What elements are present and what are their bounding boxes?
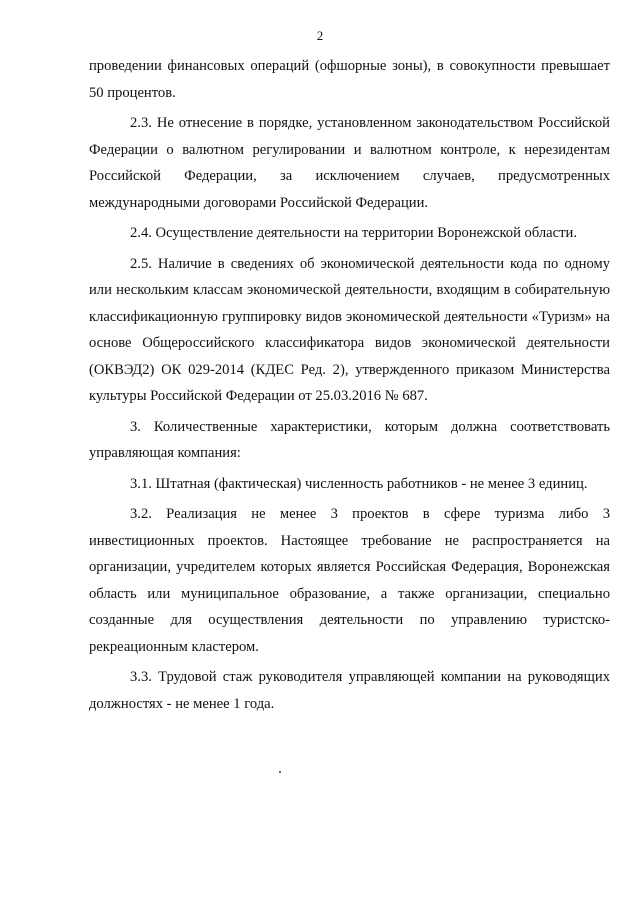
paragraph-3-2: 3.2. Реализация не менее 3 проектов в сфере туризма либо 3 инвестиционных проектов. Настоящее требование не распространяется на организации, учредителем которых является Российская Федерация, Воронежская область или муниципальное образование, а также организации, специально созданные для осуществления деятельности по управлению туристско-рекреационным кластером. — [89, 506, 610, 655]
paragraph-2-3: 2.3. Не отнесение в порядке, установленном законодательством Российской Федерации о валютном регулировании и валютном контроле, к нерезидентам Российской Федерации, за исключением случаев, предусмотренных международными договорами Российской Федерации. — [89, 115, 610, 211]
page-number: 2 — [316, 28, 324, 43]
paragraph-2-4: 2.4. Осуществление деятельности на территории Воронежской области. — [130, 225, 577, 241]
paragraph-3-3: 3.3. Трудовой стаж руководителя управляющей компании на руководящих должностях - не менее 1 года. — [89, 669, 610, 712]
paragraph-2-5: 2.5. Наличие в сведениях об экономической деятельности кода по одному или нескольким классам экономической деятельности, входящим в собирательную классификационную группировку видов экономической деятельности «Туризм» на основе Общероссийского классификатора видов экономической деятельности (ОКВЭД2) ОК 029-2014 (КДЕС Ред. 2), утвержденного приказом Министерства культуры Российской Федерации от 25.03.2016 № 687. — [89, 255, 610, 404]
scan-speck — [279, 771, 281, 773]
document-body — [89, 53, 610, 717]
paragraph-3: 3. Количественные характеристики, которым должна соответствовать управляющая компания: — [89, 418, 610, 461]
paragraph-3-1: 3.1. Штатная (фактическая) численность работников - не менее 3 единиц. — [130, 475, 588, 492]
paragraph-continuation: проведении финансовых операций (офшорные зоны), в совокупности превышает 50 процентов. — [89, 58, 610, 101]
